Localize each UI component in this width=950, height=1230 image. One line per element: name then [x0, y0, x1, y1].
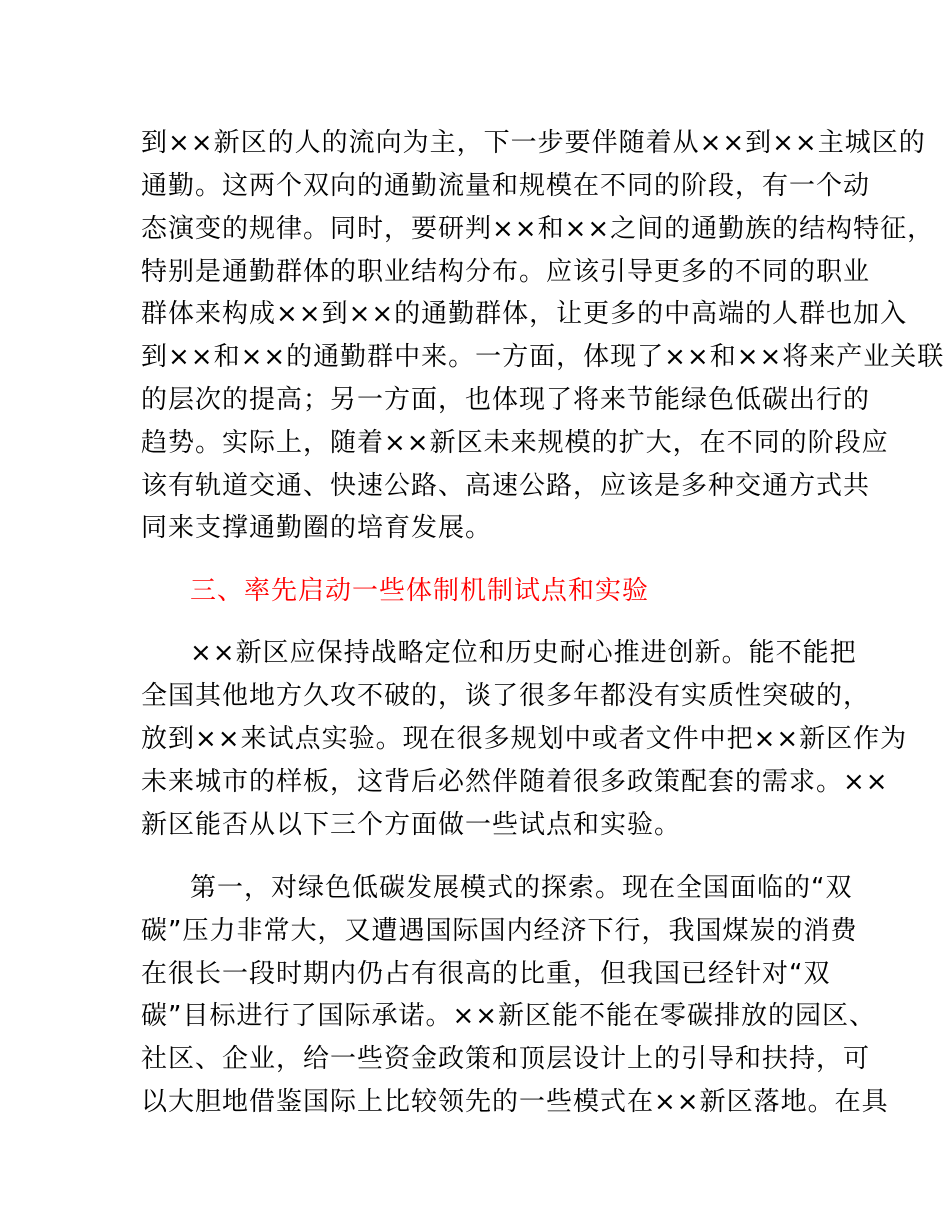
- paragraph-1-line-8: 趋势。实际上，随着××新区未来规模的扩大，在不同的阶段应: [141, 428, 889, 458]
- paragraph-1-line-10: 同来支撑通勤圈的培育发展。: [141, 513, 493, 543]
- paragraph-2-line-3: 放到××来试点实验。现在很多规划中或者文件中把××新区作为: [141, 724, 908, 754]
- paragraph-2-line-1: ××新区应保持战略定位和历史耐心推进创新。能不能把: [190, 638, 857, 668]
- paragraph-2-line-2: 全国其他地方久攻不破的，谈了很多年都没有实质性突破的，: [141, 681, 871, 711]
- paragraph-1-line-3: 态演变的规律。同时，要研判××和××之间的通勤族的结构特征，: [141, 214, 935, 244]
- paragraph-1-line-7: 的层次的提高；另一方面，也体现了将来节能绿色低碳出行的: [141, 385, 871, 415]
- paragraph-1-line-9: 该有轨道交通、快速公路、高速公路，应该是多种交通方式共: [141, 471, 871, 501]
- paragraph-1-line-5: 群体来构成××到××的通勤群体，让更多的中高端的人群也加入: [141, 299, 908, 329]
- paragraph-1-line-2: 通勤。这两个双向的通勤流量和规模在不同的阶段，有一个动: [141, 171, 871, 201]
- paragraph-3-line-6: 以大胆地借鉴国际上比较领先的一些模式在××新区落地。在具: [141, 1087, 889, 1117]
- paragraph-1-line-1: 到××新区的人的流向为主，下一步要伴随着从××到××主城区的: [141, 128, 926, 158]
- paragraph-3-line-3: 在很长一段时期内仍占有很高的比重，但我国已经针对“双: [141, 959, 831, 989]
- paragraph-2-line-5: 新区能否从以下三个方面做一些试点和实验。: [141, 810, 682, 840]
- paragraph-3-line-2: 碳”压力非常大，又遭遇国际国内经济下行，我国煤炭的消费: [141, 916, 858, 946]
- paragraph-1-line-4: 特别是通勤群体的职业结构分布。应该引导更多的不同的职业: [141, 257, 871, 287]
- section-heading: 三、率先启动一些体制机制试点和实验: [190, 576, 650, 606]
- paragraph-1-line-6: 到××和××的通勤群中来。一方面，体现了××和××将来产业关联: [141, 342, 945, 372]
- paragraph-2-line-4: 未来城市的样板，这背后必然伴随着很多政策配套的需求。××: [141, 767, 889, 797]
- paragraph-3-line-4: 碳”目标进行了国际承诺。××新区能不能在零碳排放的园区、: [141, 1001, 877, 1031]
- paragraph-3-line-5: 社区、企业，给一些资金政策和顶层设计上的引导和扶持，可: [141, 1044, 871, 1074]
- paragraph-3-line-1: 第一，对绿色低碳发展模式的探索。现在全国面临的“双: [190, 873, 853, 903]
